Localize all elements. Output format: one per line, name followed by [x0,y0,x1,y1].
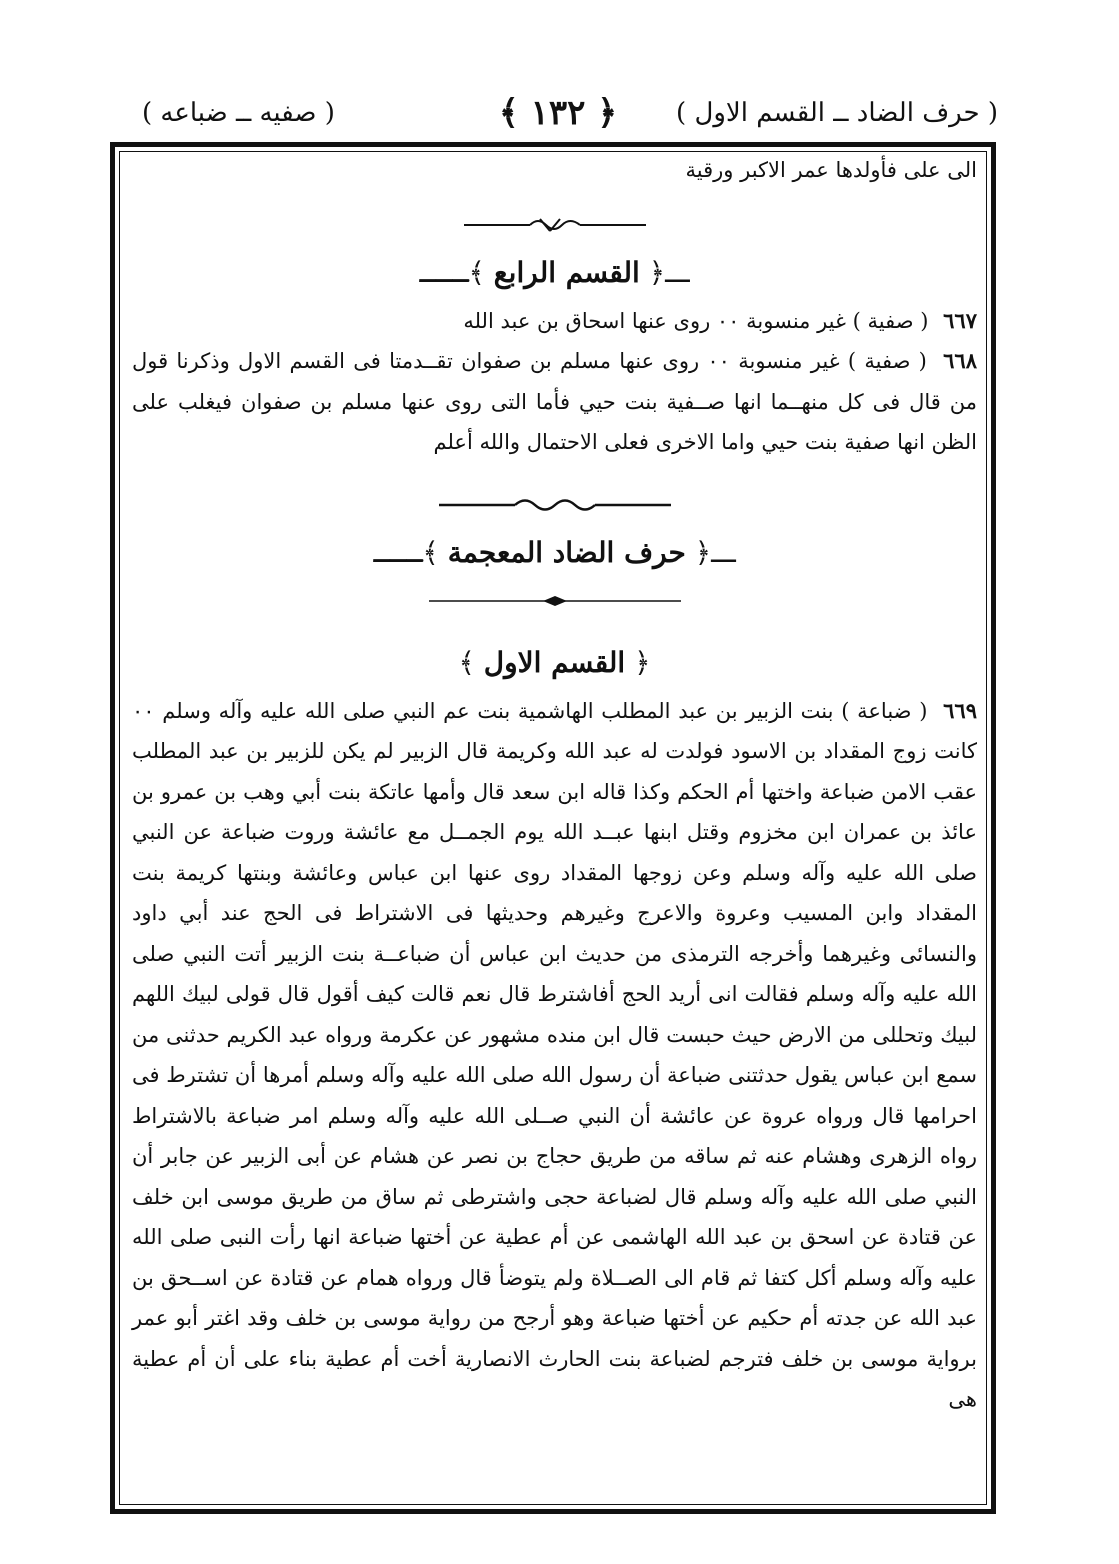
divider-ornament [132,205,977,245]
intro-line: الى على فأولدها عمر الاكبر ورقية [685,158,977,182]
entry-text: ( ضباعة ) بنت الزبير بن عبد المطلب الهاشمية بنت عم النبي صلى الله عليه وآله وسلم ٠٠ كانت زوج المقداد بن الاسود فولدت له عبد الله وكريمة قال الزبير لم يكن للزبير بن عبد المطلب عقب الامن ضباعة واختها أم الحكم وكذا قاله ابن سعد قال وأمها عاتكة بنت أبي وهب بن عمرو بن عائذ بن عمران ابن مخزوم وقتل ابنها عبــد الله يوم الجمــل مع عائشة وروت ضباعة عن النبي صلى الله عليه وآله وسلم وعن زوجها المقداد روى عنها ابن عباس وعائشة وبنتها كريمة بنت المقداد وابن المسيب وعروة والاعرج وغيرهم وحديثها فى الاشتراط فى الحج عند أبي داود والنسائى وغيرهما وأخرجه الترمذى من حديث ابن عباس أن ضباعــة بنت الزبير أتت النبي صلى الله عليه وآله وسلم فقالت انى أريد الحج أفاشترط قال نعم قالت كيف أقول قال قولى لبيك اللهم لبيك وتحللى من الارض حيث حبست قال ابن منده مشهور عن عكرمة ورواه عبد الكريم حدثنى من سمع ابن عباس يقول حدثتنى ضباعة أن رسول الله صلى الله عليه وآله وسلم أمرها أن تشترط فى احرامها قال ورواه عروة عن عائشة أن النبي صــلى الله عليه وآله وسلم امر ضباعة بالاشتراط رواه الزهرى وهشام عنه ثم ساقه من طريق حجاج بن نصر عن هشام عن أبى الزبير عن جابر أن النبي صلى الله عليه وآله وسلم قال لضباعة حجى واشترطى ثم ساق من طريق موسى ابن خلف عن قتادة عن اسحق بن عبد الله الهاشمى عن أم عطية عن أختها ضباعة انها رأت النبى صلى الله عليه وآله وسلم أكل كتفا ثم قام الى الصــلاة ولم يتوضأ قال ورواه همام عن قتادة عن اســحق بن عبد الله عن جدته أم حكيم عن أختها ضباعة وهو أرجح من رواية موسى بن خلف وقد اغتر أبو عمر برواية موسى بن خلف فترجم لضباعة بنت الحارث الانصارية أخت أم عطية بناء على أن أم عطية هى [132,698,978,1411]
header-entry-range: ( صفيه ــ ضباعه ) [142,98,335,128]
entry-668 [132,341,977,463]
entry-number: ٦٦٧ [943,307,977,333]
section-heading-part1: ﴿ القسم الاول ﴾ [458,645,651,679]
entry-text: ( صفية ) غير منسوبة ٠٠ روى عنها اسحاق بن عبد الله [463,308,929,333]
entry-667 [132,301,977,342]
entry-669 [132,691,977,1420]
main-text [132,150,977,1420]
entry-text: ( صفية ) غير منسوبة ٠٠ روى عنها مسلم بن صفوان تقــدمتا فى القسم الاول وذكرنا قول من قال فى كل منهــما انها صــفية بنت حيي فأما التى روى عنها مسلم بن صفوان فيغلب على الظن انها صفية بنت حيي واما الاخرى فعلى الاحتمال والله أعلم [132,349,977,454]
ornament-icon [435,495,675,515]
ornament-icon [460,215,650,235]
entry-number: ٦٦٨ [943,348,977,373]
header-chapter-title: ( حرف الضاد ــ القسم الاول ) [676,98,998,128]
running-header [118,92,998,138]
letter-heading: ـــ﴿ حرف الضاد المعجمة ﴾ـــ [373,535,736,569]
entry-number: ٦٦٩ [943,697,977,723]
ornament-icon [425,591,685,611]
divider-ornament [132,485,977,525]
divider-ornament [132,581,977,621]
section-heading-part4: ـــ﴿ القسم الرابع ﴾ـــ [419,255,690,289]
page-number: ﴿ ١٣٢ ﴾ [498,93,618,133]
